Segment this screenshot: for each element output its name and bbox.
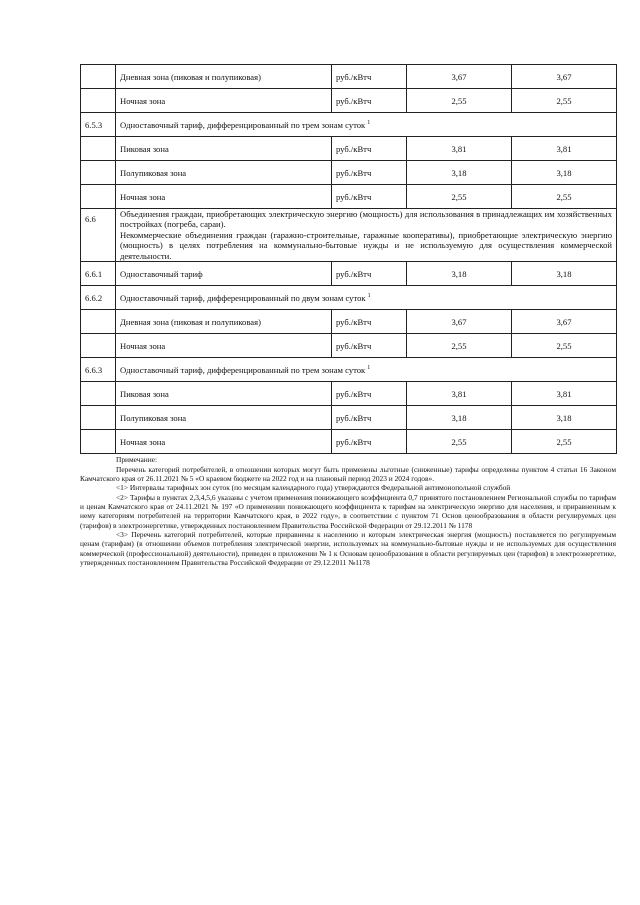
table-row [81, 406, 617, 430]
value-cell: 2,55 [407, 430, 512, 454]
row-number-cell [81, 185, 116, 209]
value-cell: 2,55 [407, 334, 512, 358]
value-cell: 3,81 [407, 137, 512, 161]
section-title: Одноставочный тариф, дифференцированный по трем зонам суток [120, 364, 366, 375]
value-cell: 2,55 [407, 89, 512, 113]
section-number: 6.6.3 [81, 358, 116, 382]
note-paragraph: Перечень категорий потребителей, в отношении которых могут быть применены льготные (сниженные) тарифы определены пунктом 4 статьи 16 Законом Камчатского края от 26.11.2021 № 5 «О краевом бюджете на 2022 год и на плановый период 2023 и 2024 годов». [80, 464, 616, 484]
footnote-ref: 1 [367, 293, 371, 300]
zone-label: Дневная зона (пиковая и полупиковая) [116, 65, 332, 89]
section-title: Одноставочный тариф, дифференцированный по двум зонам суток [120, 292, 366, 303]
value-cell: 3,18 [512, 406, 617, 430]
unit-cell: руб./кВтч [332, 406, 407, 430]
value-cell: 3,18 [512, 262, 617, 286]
unit-cell: руб./кВтч [332, 185, 407, 209]
table-row [81, 161, 617, 185]
section-title: Одноставочный тариф, дифференцированный по трем зонам суток [120, 119, 366, 130]
section-number: 6.6 [81, 209, 116, 262]
row-number-cell [81, 382, 116, 406]
value-cell: 3,67 [512, 65, 617, 89]
footnote-ref: 1 [367, 365, 371, 372]
row-number-cell [81, 334, 116, 358]
value-cell: 3,81 [407, 382, 512, 406]
value-cell: 2,55 [512, 185, 617, 209]
unit-cell: руб./кВтч [332, 262, 407, 286]
row-number-cell [81, 161, 116, 185]
unit-cell: руб./кВтч [332, 89, 407, 113]
zone-label: Пиковая зона [116, 137, 332, 161]
table-row [81, 185, 617, 209]
value-cell: 2,55 [512, 334, 617, 358]
unit-cell: руб./кВтч [332, 382, 407, 406]
zone-label: Ночная зона [116, 430, 332, 454]
value-cell: 3,81 [512, 137, 617, 161]
value-cell: 3,18 [512, 161, 617, 185]
row-number-cell [81, 137, 116, 161]
zone-label: Ночная зона [116, 89, 332, 113]
value-cell: 3,18 [407, 161, 512, 185]
section-title-cell [116, 358, 617, 382]
zone-label: Одноставочный тариф [116, 262, 332, 286]
section-paragraph: Объединения граждан, приобретающих электрическую энергию (мощность) для использования в принадлежащих им хозяйственных постройках (погреба, сараи). [120, 209, 612, 230]
section-row [81, 286, 617, 310]
row-number-cell [81, 310, 116, 334]
document-page [80, 64, 616, 567]
footnote-ref: 1 [367, 119, 371, 126]
section-row [81, 209, 617, 262]
table-row [81, 430, 617, 454]
zone-label: Полупиковая зона [116, 161, 332, 185]
footnote-1: <1> Интервалы тарифных зон суток (по месяцам календарного года) утверждаются Федеральной антимонопольной службой [116, 483, 511, 493]
table-row [81, 89, 617, 113]
zone-label: Дневная зона (пиковая и полупиковая) [116, 310, 332, 334]
value-cell: 3,18 [407, 262, 512, 286]
unit-cell: руб./кВтч [332, 334, 407, 358]
section-row [81, 358, 617, 382]
unit-cell: руб./кВтч [332, 137, 407, 161]
section-number: 6.6.2 [81, 286, 116, 310]
row-number-cell [81, 430, 116, 454]
zone-label: Пиковая зона [116, 382, 332, 406]
row-number-cell [81, 406, 116, 430]
value-cell: 3,81 [512, 382, 617, 406]
table-row [81, 334, 617, 358]
unit-cell: руб./кВтч [332, 161, 407, 185]
value-cell: 3,67 [407, 65, 512, 89]
section-title-cell [116, 113, 617, 137]
footnote-2: <2> Тарифы в пунктах 2,3,4,5,6 указаны с учетом применения понижающего коэффициента 0,7 принятого постановлением Региональной службы по тарифам и ценам Камчатского края от 24.11.2021 № 197 «О применении понижающего коэффициента к тарифам на электрическую энергию для населения, и приравненным к нему категориям потребителей на территории Камчатского края, в 2022 году», в соответствии с пунктом 71 Основ ценообразования в области регулируемых цен (тарифов) в электроэнергетике, утвержденных постановлением Правительства Российской Федерации от 29.12.2011 № 1178 [80, 492, 616, 530]
section-title-cell [116, 286, 617, 310]
table-row [81, 262, 617, 286]
value-cell: 2,55 [512, 430, 617, 454]
section-row [81, 113, 617, 137]
value-cell: 3,67 [512, 310, 617, 334]
zone-label: Ночная зона [116, 334, 332, 358]
table-row [81, 65, 617, 89]
notes-title: Примечание: [116, 455, 158, 465]
notes-section [80, 455, 616, 567]
table-row [81, 382, 617, 406]
value-cell: 3,18 [407, 406, 512, 430]
footnote-3: <3> Перечень категорий потребителей, которые приравнены к населению и которым электрическая энергия (мощность) поставляется по регулируемым ценам (тарифам) (в отношении объемов потребления электрической энергии, используемых на коммунально-бытовые нужды и не используемых для осуществления коммерческой (профессиональной) деятельности), приведен в приложении № 1 к Основам ценообразования в области регулируемых цен (тарифов) в электроэнергетике, утвержденных постановлением Правительства Российской Федерации от 29.12.2011 №1178 [80, 530, 616, 568]
unit-cell: руб./кВтч [332, 430, 407, 454]
row-number-cell: 6.6.1 [81, 262, 116, 286]
value-cell: 2,55 [512, 89, 617, 113]
section-description [116, 209, 617, 262]
row-number-cell [81, 65, 116, 89]
zone-label: Ночная зона [116, 185, 332, 209]
unit-cell: руб./кВтч [332, 310, 407, 334]
section-paragraph: Некоммерческие объединения граждан (гаражно-строительные, гаражные кооперативы), приобретающие электрическую энергию (мощность) в целях потребления на коммунально-бытовые нужды и не используемую для осуществления коммерческой деятельности. [120, 229, 612, 261]
value-cell: 3,67 [407, 310, 512, 334]
unit-cell: руб./кВтч [332, 65, 407, 89]
table-row [81, 310, 617, 334]
table-row [81, 137, 617, 161]
zone-label: Полупиковая зона [116, 406, 332, 430]
row-number-cell [81, 89, 116, 113]
tariff-table [80, 64, 617, 454]
value-cell: 2,55 [407, 185, 512, 209]
section-number: 6.5.3 [81, 113, 116, 137]
